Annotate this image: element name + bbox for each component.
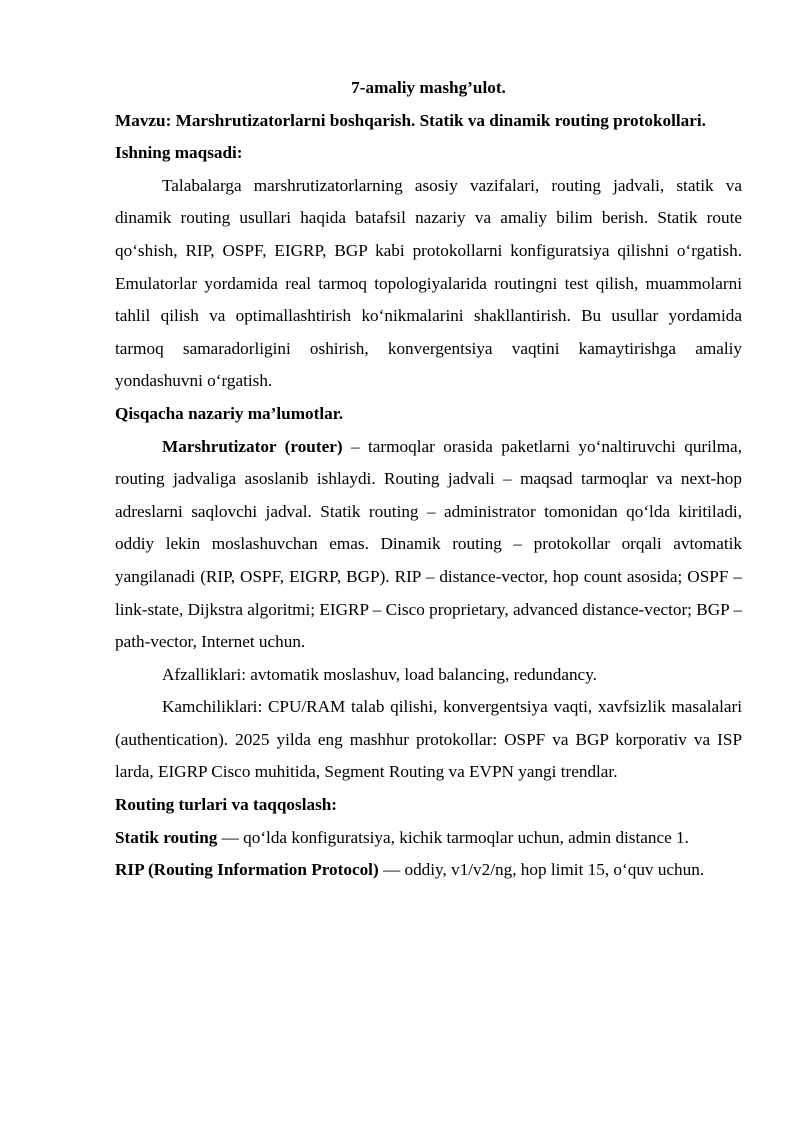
rip-paragraph <box>115 854 742 887</box>
theory-paragraph <box>115 431 742 659</box>
advantages-paragraph: Afzalliklari: avtomatik moslashuv, load balancing, redundancy. <box>162 664 597 684</box>
theory-text: – tarmoqlar orasida paketlarni yo‘naltiruvchi qurilma, routing jadvaliga asoslanib ishlaydi. Routing jadvali – maqsad tarmoqlar va next-hop adreslarni saqlovchi jadval. Statik routing – administrator tomonidan qo‘lda kiritiladi, oddiy lekin moslashuvchan emas. Dinamik routing – protokollar orqali avtomatik yangilanadi (RIP, OSPF, EIGRP, BGP). RIP – distance-vector, hop count asosida; OSPF – link-state, Dijkstra algoritmi; EIGRP – Cisco proprietary, advanced distance-vector; BGP – path-vector, Internet uchun. <box>115 436 742 652</box>
rip-text: — oddiy, v1/v2/ng, hop limit 15, o‘quv uchun. <box>378 860 705 880</box>
goal-heading: Ishning maqsadi: <box>115 143 243 163</box>
static-routing-term: Statik routing <box>115 827 218 847</box>
disadvantages-paragraph: Kamchiliklari: CPU/RAM talab qilishi, konvergentsiya vaqti, xavfsizlik masalalari (authentication). 2025 yilda eng mashhur protokollar: OSPF va BGP korporativ va ISP larda, EIGRP Cisco muhitida, Segment Routing va EVPN yangi trendlar. <box>115 697 742 782</box>
topic-heading: Mavzu: Marshrutizatorlarni boshqarish. Statik va dinamik routing protokollari. <box>115 110 706 130</box>
document-page <box>115 72 742 887</box>
theory-heading: Qisqacha nazariy ma’lumotlar. <box>115 403 344 423</box>
goal-paragraph: Talabalarga marshrutizatorlarning asosiy vazifalari, routing jadvali, statik va dinamik routing usullari haqida batafsil nazariy va amaliy bilim berish. Statik route qo‘shish, RIP, OSPF, EIGRP, BGP kabi protokollarni konfiguratsiya qilishni o‘rgatish. Emulatorlar yordamida real tarmoq topologiyalarida routingni test qilish, muammolarni tahlil qilish va optimallashtirish ko‘nikmalarini shakllantirish. Bu usullar yordamida tarmoq samaradorligini oshirish, konvergentsiya vaqtini kamaytirishga amaliy yondashuvni o‘rgatish. <box>115 175 742 391</box>
types-heading: Routing turlari va taqqoslash: <box>115 795 338 815</box>
document-title: 7-amaliy mashg’ulot. <box>351 78 506 97</box>
static-routing-text: — qo‘lda konfiguratsiya, kichik tarmoqlar uchun, admin distance 1. <box>217 827 689 847</box>
rip-term: RIP (Routing Information Protocol) <box>115 860 379 880</box>
static-routing-paragraph <box>115 822 742 855</box>
router-term: Marshrutizator (router) <box>162 436 343 456</box>
